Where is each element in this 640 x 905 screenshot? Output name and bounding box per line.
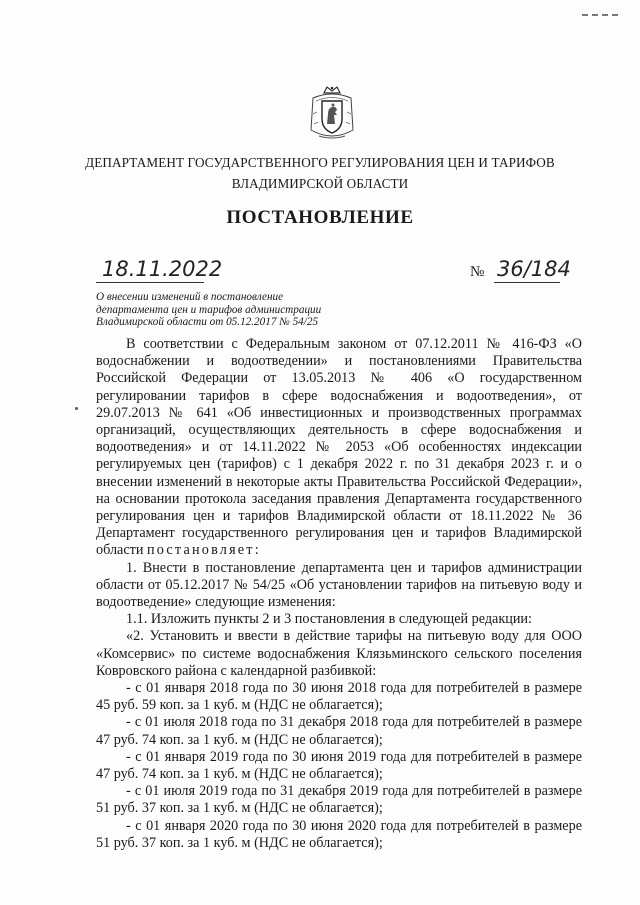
item-1-paragraph: 1. Внести в постановление департамента цен и тарифов администрации области от 05.12.2017 № 54/25 «Об установлении тарифов на питьевую воду и водоотведение» следующие изменения: (96, 559, 582, 611)
margin-mark (75, 407, 78, 410)
corner-mark (582, 14, 618, 20)
tariff-item: - с 01 июля 2018 года по 31 декабря 2018 года для потребителей в размере 47 руб. 74 коп. за 1 куб. м (НДС не облагается); (96, 714, 582, 748)
document-subject (96, 291, 321, 329)
document-body (96, 336, 582, 852)
tariff-item: - с 01 января 2020 года по 30 июня 2020 года для потребителей в размере 51 руб. 37 коп. за 1 куб. м (НДС не облагается); (96, 817, 582, 851)
document-date: 18.11.2022 (102, 257, 223, 281)
coat-of-arms-icon (307, 84, 357, 142)
document-title: ПОСТАНОВЛЕНИЕ (226, 207, 414, 228)
item-1-1-paragraph: 1.1. Изложить пункты 2 и 3 постановления в следующей редакции: (126, 611, 532, 628)
number-underline (494, 282, 560, 283)
department-name-line-1: ДЕПАРТАМЕНТ ГОСУДАРСТВЕННОГО РЕГУЛИРОВАНИЯ ЦЕН И ТАРИФОВ (85, 155, 555, 170)
date-underline (96, 282, 204, 283)
preamble-keyword: постановляет: (146, 542, 261, 559)
preamble-paragraph (96, 336, 582, 560)
number-label: № (470, 264, 485, 280)
tariff-item: - с 01 января 2019 года по 30 июня 2019 года для потребителей в размере 47 руб. 74 коп. за 1 куб. м (НДС не облагается); (96, 748, 582, 783)
preamble-text: В соответствии с Федеральным законом от 07.12.2011 № 416-ФЗ «О водоснабжении и водоотведении» и постановлениями Правительства Российской Федерации от 13.05.2013 № 406 «О государственном регулировании тарифов в сфере водоснабжения и водоотведения», от 29.07.2013 № 641 «Об инвестиционных и производственных программах организаций, осуществляющих деятельность в сфере водоснабжения и водоотведения» и от 14.11.2022 № 2053 «Об особенностях индексации регулируемых цен (тарифов) с 1 декабря 2022 г. по 31 декабря 2023 г. и о внесении изменений в некоторые акты Правительства Российской Федерации», на основании протокола заседания правления Департамента государственного регулирования цен и тарифов Владимирской области от 18.11.2022 № 36 Департамент государственного регулирования цен и тарифов Владимирской области (96, 336, 582, 559)
department-name-line-2: ВЛАДИМИРСКОЙ ОБЛАСТИ (231, 176, 409, 191)
subject-line: департамента цен и тарифов администрации (96, 303, 322, 316)
tariff-item: - с 01 июля 2019 года по 31 декабря 2019 года для потребителей в размере 51 руб. 37 коп. за 1 куб. м (НДС не облагается); (96, 783, 582, 817)
item-2-paragraph: «2. Установить и ввести в действие тарифы на питьевую воду для ООО «Комсервис» по системе водоснабжения Клязьминского сельского поселения Ковровского района с календарной разбивкой: (96, 628, 582, 679)
subject-line: О внесении изменений в постановление (96, 291, 284, 303)
subject-line: Владимирской области от 05.12.2017 № 54/25 (96, 316, 319, 328)
document-number: 36/184 (497, 257, 571, 281)
tariff-item: - с 01 января 2018 года по 30 июня 2018 года для потребителей в размере 45 руб. 59 коп. за 1 куб. м (НДС не облагается); (96, 680, 582, 714)
